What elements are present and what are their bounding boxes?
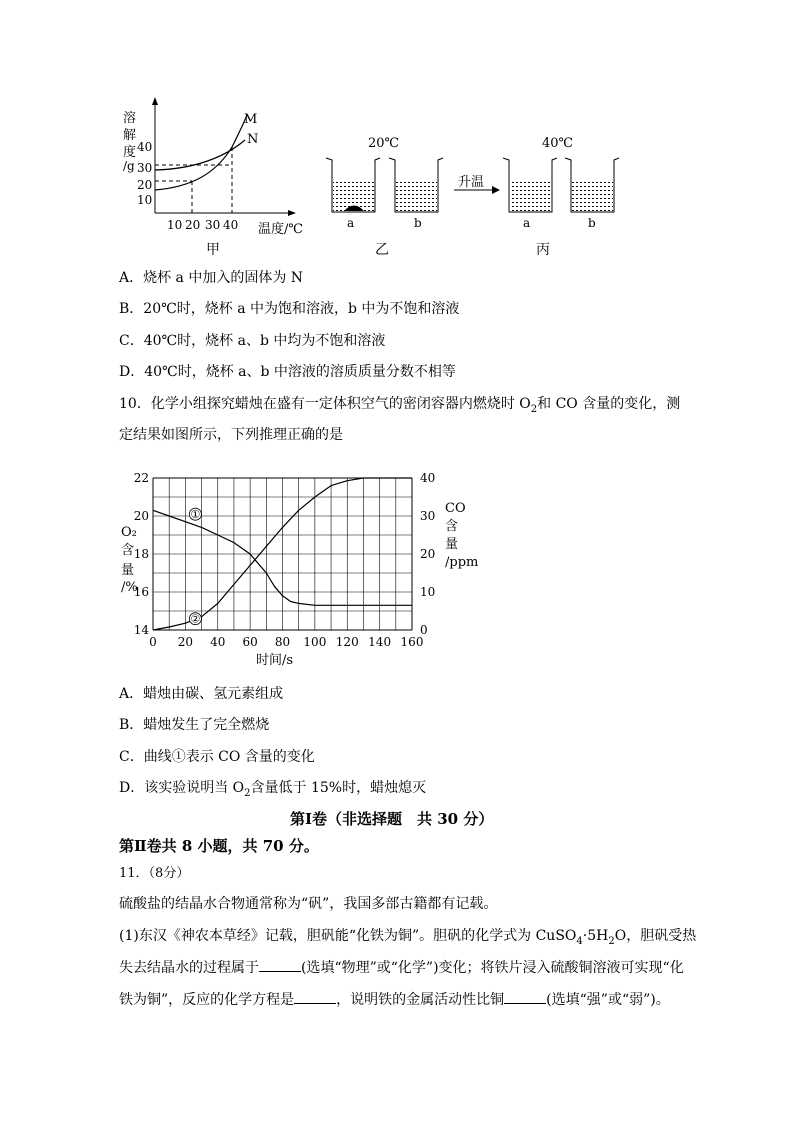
- x-tick-label: 0: [149, 635, 157, 649]
- x-tick-label: 100: [303, 635, 327, 649]
- q10-option-c: C．曲线①表示 CO 含量的变化: [119, 749, 315, 765]
- q9-option-a: A．烧杯 a 中加入的固体为 N: [119, 270, 304, 286]
- q9-option-c: C．40℃时，烧杯 a、b 中均为不饱和溶液: [119, 333, 386, 349]
- beaker-b-20: [389, 158, 443, 212]
- figure-caption-bing: 丙: [536, 242, 550, 258]
- beaker-b-40: [565, 158, 619, 212]
- q11-number: 11．（8分）: [119, 866, 190, 881]
- beaker-label-a: a: [523, 216, 531, 230]
- answer-blank[interactable]: [259, 957, 301, 972]
- solubility-chart: [115, 95, 315, 260]
- solubility-xlabel: 温度/℃: [258, 222, 303, 237]
- solubility-xtick: 30: [205, 218, 221, 232]
- beaker-label-b: b: [588, 216, 596, 230]
- x-axis-arrow: [288, 210, 296, 216]
- q11-part1-line1: (1)东汉《神农本草经》记载，胆矾能“化铁为铜”。胆矾的化学式为 $CuSO_4\cdot 5H_2O$，胆矾受热: [119, 928, 697, 947]
- solubility-xtick: 20: [185, 218, 201, 232]
- q9-option-b: B．20℃时，烧杯 a 中为饱和溶液，b 中为不饱和溶液: [119, 301, 460, 317]
- q10-stem-line2: 定结果如图所示，下列推理正确的是: [119, 427, 343, 443]
- y-right-axis-label-char: CO: [445, 501, 466, 516]
- x-tick-label: 80: [274, 635, 291, 649]
- curve-n-label: N: [247, 132, 259, 147]
- answer-blank[interactable]: [504, 989, 546, 1004]
- beaker-a-20: [326, 158, 380, 212]
- q10-option-d: D．该实验说明当 $O_2$含量低于 15%时，蜡烛熄灭: [119, 780, 427, 799]
- q10-option-a: A．蜡烛由碳、氢元素组成: [119, 686, 284, 702]
- x-tick-label: 120: [335, 635, 359, 649]
- q10-stem-line1: 10．化学小组探究蜡烛在盛有一定体积空气的密闭容器内燃烧时 $O_2$和 CO 含量的变化，测: [119, 396, 681, 415]
- y-right-axis-label-char: 含: [445, 519, 459, 534]
- y-left-tick-label: 16: [133, 585, 149, 599]
- y-right-axis-label-char: /ppm: [445, 555, 479, 570]
- solubility-ylabel-char: 解: [123, 128, 137, 143]
- y-left-axis-label-char: /%: [121, 580, 138, 595]
- q11-part1-line2: 失去结晶水的过程属于 (选填“物理”或“化学”)变化；将铁片浸入硫酸铜溶液可实现“化: [119, 957, 684, 978]
- x-tick-label: 160: [400, 635, 424, 649]
- solubility-ytick: 40: [137, 140, 153, 154]
- beaker-a-40: [503, 158, 557, 212]
- y-left-axis-label-char: O₂: [121, 525, 137, 540]
- curve-m: [155, 115, 247, 190]
- y-right-tick-label: 30: [420, 509, 436, 523]
- answer-blank[interactable]: [294, 989, 336, 1004]
- y-left-tick-label: 18: [133, 547, 149, 561]
- temperature-label-40: 40℃: [542, 136, 574, 151]
- curve-m-label: M: [244, 112, 258, 127]
- y-left-tick-label: 22: [133, 471, 149, 485]
- x-tick-label: 20: [177, 635, 194, 649]
- x-tick-label: 60: [242, 635, 258, 649]
- heating-arrow-head: [492, 186, 500, 194]
- y-left-axis-label-char: 量: [121, 563, 135, 578]
- solubility-ylabel-char: /g: [123, 159, 135, 173]
- q11-part1-line3: 铁为铜”，反应的化学方程是 ，说明铁的金属活动性比铜 (选填“强”或“弱”)。: [119, 989, 670, 1010]
- o2-co-line-chart: [115, 462, 485, 672]
- q9-option-d: D．40℃时，烧杯 a、b 中溶液的溶质质量分数不相等: [119, 364, 456, 380]
- figure-caption-jia: 甲: [206, 242, 220, 258]
- solubility-ytick: 20: [137, 178, 153, 192]
- y-axis-arrow: [152, 97, 158, 105]
- q11-intro: 硫酸盐的结晶水合物通常称为“矾”，我国多部古籍都有记载。: [119, 896, 498, 912]
- y-right-tick-label: 0: [420, 623, 428, 637]
- heating-label: 升温: [458, 175, 485, 190]
- beaker-figure: [320, 130, 620, 260]
- figure-caption-yi: 乙: [375, 242, 389, 258]
- q10-option-b: B．蜡烛发生了完全燃烧: [119, 717, 270, 733]
- section-title-1: 第Ⅰ卷（非选择题 共 30 分）: [290, 810, 494, 828]
- solubility-ylabel-char: 溶: [123, 111, 137, 126]
- solubility-ytick: 30: [137, 161, 153, 175]
- x-axis-label: 时间/s: [255, 653, 294, 668]
- y-right-tick-label: 40: [420, 471, 436, 485]
- temperature-label-20: 20℃: [368, 136, 400, 151]
- beaker-label-b: b: [414, 216, 422, 230]
- y-right-tick-label: 20: [420, 547, 436, 561]
- solubility-ylabel-char: 度: [123, 145, 137, 160]
- x-tick-label: 140: [368, 635, 392, 649]
- series-label: ②: [190, 612, 201, 626]
- solubility-xtick: 40: [223, 218, 239, 232]
- y-right-tick-label: 10: [420, 585, 436, 599]
- y-left-tick-label: 20: [133, 509, 149, 523]
- y-left-tick-label: 14: [133, 623, 149, 637]
- solubility-ytick: 10: [137, 193, 153, 207]
- solubility-xtick: 10: [167, 218, 183, 232]
- y-right-axis-label-char: 量: [445, 537, 459, 552]
- series-label: ①: [190, 508, 201, 522]
- x-tick-label: 40: [210, 635, 226, 649]
- beaker-label-a: a: [347, 216, 355, 230]
- y-left-axis-label-char: 含: [121, 543, 135, 558]
- section-title-2: 第Ⅱ卷共 8 小题，共 70 分。: [119, 837, 319, 855]
